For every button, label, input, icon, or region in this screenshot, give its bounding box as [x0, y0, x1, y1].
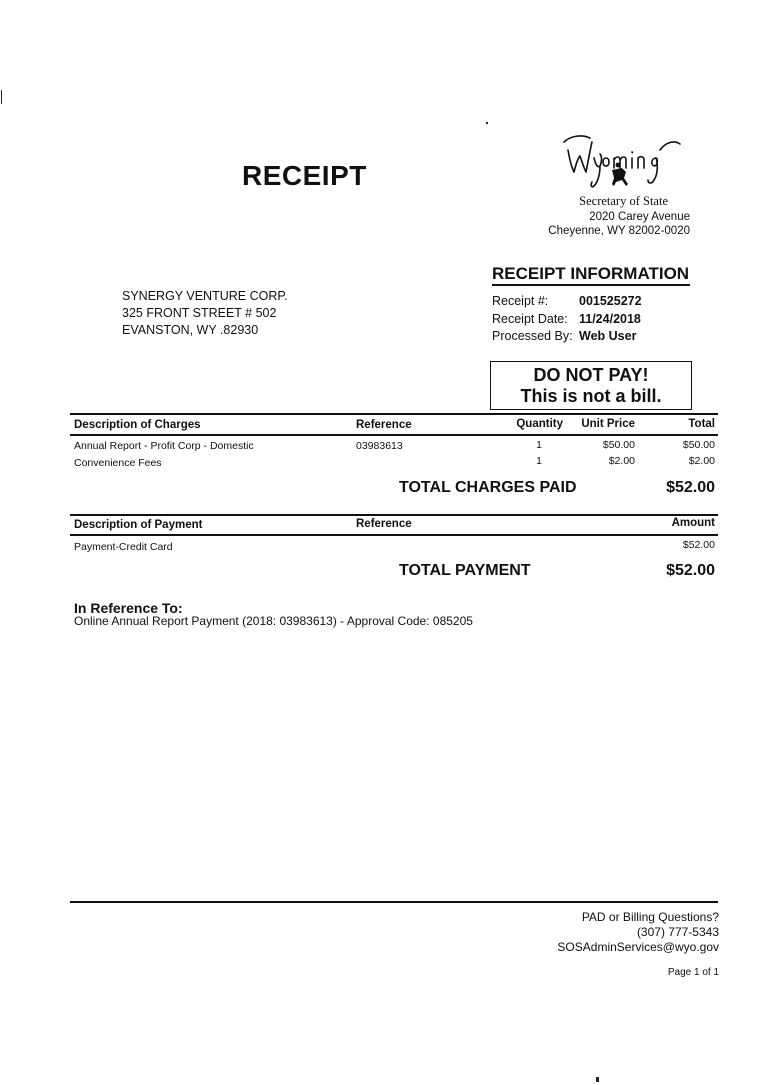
charges-header-reference: Reference [356, 419, 412, 431]
scan-speck [1, 90, 2, 104]
agency-address-line2: Cheyenne, WY 82002-0020 [548, 225, 690, 237]
receipt-info-underline [492, 284, 690, 286]
bill-to-block [122, 288, 288, 339]
footer-rule [70, 901, 718, 903]
agency-address-line1: 2020 Carey Avenue [589, 211, 690, 223]
charges-header-quantity: Quantity [516, 418, 563, 430]
charge-unit-price: $2.00 [608, 455, 635, 467]
footer-phone: (307) 777-5343 [636, 925, 719, 939]
reference-title: In Reference To: [74, 600, 183, 616]
total-payment-label: TOTAL PAYMENT [399, 562, 531, 579]
notice-line2: This is not a bill. [520, 386, 662, 406]
scan-speck [486, 122, 488, 124]
payments-header-description: Description of Payment [74, 519, 203, 531]
charges-top-rule [70, 413, 718, 415]
charges-header-rule [70, 434, 718, 436]
payment-description: Payment-Credit Card [74, 541, 173, 553]
notice-line1: DO NOT PAY! [533, 365, 649, 385]
receipt-number-value: 001525272 [579, 294, 642, 308]
charges-header-description: Description of Charges [74, 419, 201, 431]
charge-reference: 03983613 [356, 440, 403, 452]
charges-header-total: Total [688, 418, 715, 430]
charge-total: $50.00 [682, 439, 715, 451]
receipt-date-row [492, 312, 641, 326]
receipt-date-label: Receipt Date: [492, 312, 568, 326]
page-title: RECEIPT [242, 160, 367, 191]
footer-questions: PAD or Billing Questions? [581, 910, 719, 924]
receipt-number-label: Receipt #: [492, 294, 549, 308]
bill-to-street: 325 FRONT STREET # 502 [122, 306, 277, 320]
agency-name: Secretary of State [579, 194, 668, 208]
wyoming-logo [556, 128, 696, 194]
payments-header-rule [70, 534, 718, 536]
charge-description: Annual Report - Profit Corp - Domestic [74, 440, 254, 452]
reference-text: Online Annual Report Payment (2018: 03983613) - Approval Code: 085205 [74, 614, 473, 628]
payments-header-amount: Amount [671, 517, 715, 529]
receipt-date-value: 11/24/2018 [579, 312, 641, 326]
page-number: Page 1 of 1 [667, 967, 719, 978]
charge-quantity: 1 [536, 439, 542, 451]
payments-header-reference: Reference [356, 518, 412, 530]
processed-by-value: Web User [579, 329, 637, 343]
charges-header-unit-price: Unit Price [581, 418, 635, 430]
bill-to-name: SYNERGY VENTURE CORP. [122, 289, 288, 303]
total-charges-value: $52.00 [666, 479, 715, 496]
bill-to-city: EVANSTON, WY .82930 [122, 323, 259, 337]
do-not-pay-notice [490, 361, 692, 410]
scan-speck [596, 1077, 599, 1082]
processed-by-label: Processed By: [492, 329, 573, 343]
charge-quantity: 1 [536, 455, 542, 467]
processed-by-row [492, 329, 636, 343]
payments-top-rule [70, 514, 718, 516]
payment-amount: $52.00 [682, 539, 715, 551]
charge-total: $2.00 [688, 455, 715, 467]
footer-email: SOSAdminServices@wyo.gov [557, 940, 719, 954]
receipt-info-title: RECEIPT INFORMATION [492, 264, 690, 283]
charge-unit-price: $50.00 [602, 439, 635, 451]
receipt-number-row [492, 294, 642, 308]
total-charges-label: TOTAL CHARGES PAID [399, 479, 577, 496]
charge-description: Convenience Fees [74, 457, 162, 469]
total-payment-value: $52.00 [666, 562, 715, 579]
